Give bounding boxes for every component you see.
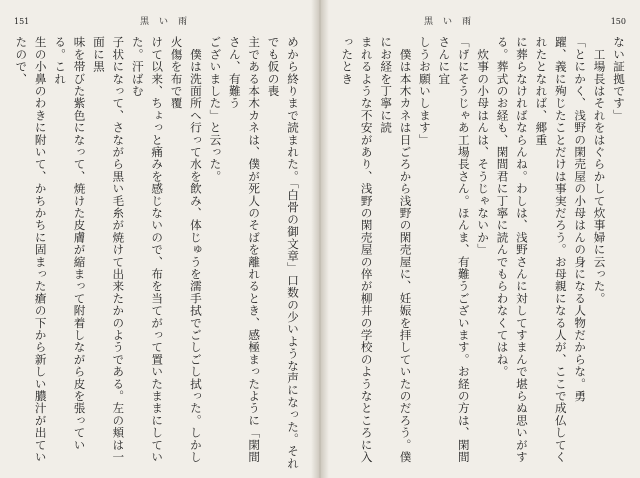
- text-line: 炊事の小母はんは、そうじゃないか」: [476, 36, 491, 256]
- page-number: 150: [610, 17, 626, 26]
- body-text: [338, 36, 628, 472]
- text-line: 工場長はそれをはぐらかして炊事婦に云った。: [592, 36, 607, 305]
- text-line: 主である本木カネは、僕が死人のそばを離れるとき、感極まったように「閑間さん、有難う: [227, 36, 262, 463]
- text-line: ない証拠です」: [612, 36, 626, 122]
- text-line: 味を帯びた紫色になって、焼けた皮膚が縮まって附着しながら皮を張っている。これ: [53, 36, 87, 451]
- book-gutter: [311, 0, 329, 478]
- text-line: まれるような不安があり、浅野の閑売屋の倅が柳井の学校のようなところに入ったとき: [340, 36, 374, 463]
- text-line: 子状になって、さながら黒い毛糸が焼けて出来たかのようである。左の頬は一面に黒: [91, 36, 126, 463]
- text-line: 生の小鼻のわきに附いて、かちかちに固まった瘡の下から新しい膿汁が出ていたので、: [14, 36, 48, 463]
- text-line: に葬らなければならんね。わしは、浅野さんに対してすまんで堪らぬ思いがする。葬式のお経も、閑間君に丁寧に読んでもらわなくてはね。: [495, 36, 529, 463]
- page-number: 151: [14, 17, 30, 26]
- text-line: しうお願いします」: [417, 36, 432, 146]
- text-line: 僕は洗面所へ行って水を飲み、体じゅうを濡手拭でごしごし拭った。しかし火傷を布で覆: [169, 36, 203, 463]
- running-head: 黒い雨: [140, 17, 198, 27]
- running-head: 黒い雨: [424, 17, 482, 27]
- text-line: 躍、義に殉じたことだけは事実だろう。お母親になる人が、ここで成仏してくれたとなれば、郷重: [534, 36, 568, 463]
- text-line: 僕は本木カネは日ごろから浅野の閑売屋に、妊娠を拝していたのだろう。僕にお経を丁寧に読: [379, 36, 413, 463]
- text-line: めから終りまで読まれた。「白骨の御文章」口数の少いような声になった。それでも仮の喪: [266, 36, 300, 470]
- text-line: 「げにそうじゃあ工場長さん。ほんま、有難うございます。お経の方は、閑間さんに宜: [437, 36, 471, 463]
- body-text: [14, 36, 302, 472]
- left-page: [0, 0, 316, 478]
- text-line: 「とにかく、浅野の閑売屋の小母はんの身になる人物だからな。勇: [573, 36, 588, 402]
- text-line: けて以来、ちょっと痛みを感じないので、布を当てがって置いたままにしていた。汗ばむ: [130, 36, 165, 463]
- right-page: [324, 0, 640, 478]
- text-line: ございました」と云った。: [208, 36, 223, 183]
